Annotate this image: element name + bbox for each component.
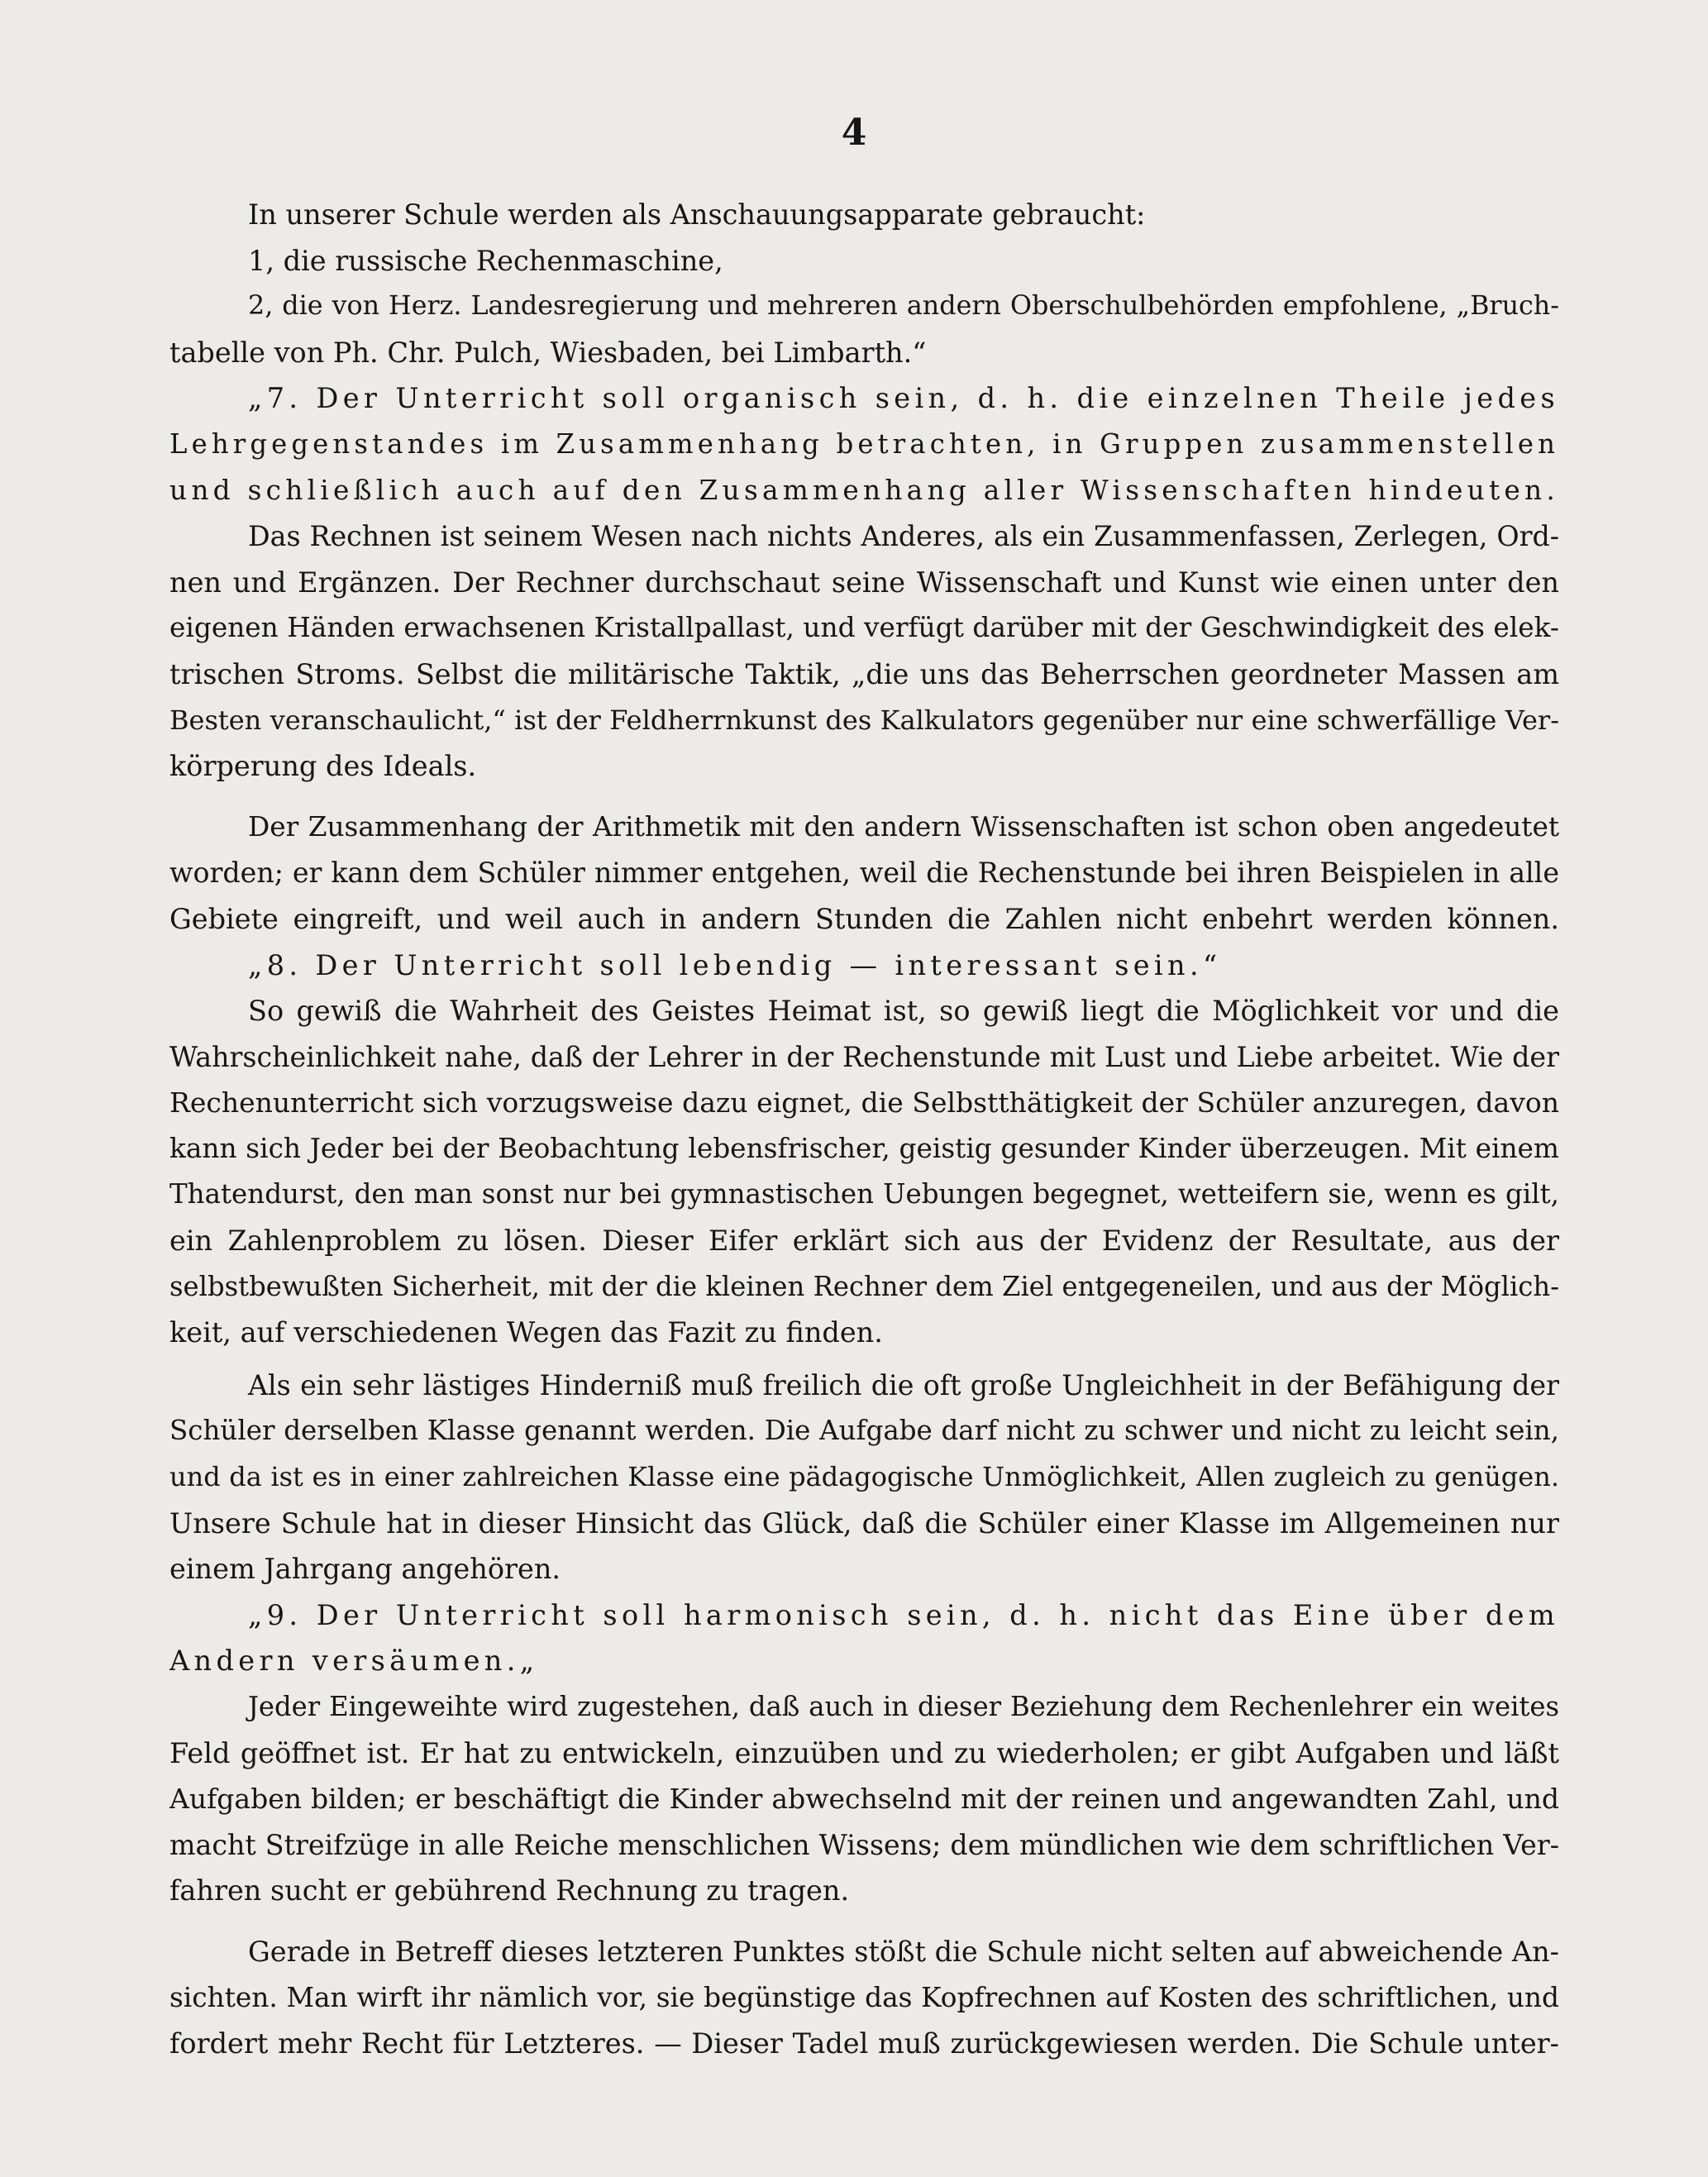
text-line: selbstbewußten Sicherheit, mit der die kleinen Rechner dem Ziel entgegeneilen, und aus der Möglich- <box>169 1270 1559 1302</box>
text-line: In unserer Schule werden als Anschauungsapparate gebraucht: <box>248 198 1146 231</box>
text-line: tabelle von Ph. Chr. Pulch, Wiesbaden, bei Limbarth.“ <box>169 336 927 369</box>
text-line: nen und Ergänzen. Der Rechner durchschaut seine Wissenschaft und Kunst wie einen unter den <box>169 566 1559 599</box>
text-line: ein Zahlenproblem zu lösen. Dieser Eifer erklärt sich aus der Evidenz der Resultate, aus der <box>169 1225 1559 1258</box>
text-line: Thatendurst, den man sonst nur bei gymnastischen Uebungen begegnet, wetteifern sie, wenn es gilt, <box>169 1178 1559 1210</box>
principle-heading: „8. Der Unterricht soll lebendig — interessant sein.“ <box>248 948 1222 981</box>
body-text <box>169 192 1559 2067</box>
principle-heading: und schließlich auch auf den Zusammenhang aller Wissenschaften hindeuten. <box>169 474 1559 506</box>
text-line: Feld geöffnet ist. Er hat zu entwickeln, einzuüben und zu wiederholen; er gibt Aufgaben und läßt <box>169 1736 1559 1769</box>
page-number: 4 <box>841 112 867 154</box>
text-line: fordert mehr Recht für Letzteres. — Dieser Tadel muß zurückgewiesen werden. Die Schule unter- <box>169 2027 1559 2060</box>
principle-heading: Andern versäumen.„ <box>169 1645 539 1678</box>
text-line: Wahrscheinlichkeit nahe, daß der Lehrer in der Rechenstunde mit Lust und Liebe arbeitet. Wie der <box>169 1040 1559 1073</box>
text-line: Schüler derselben Klasse genannt werden. Die Aufgabe darf nicht zu schwer und nicht zu leicht sein, <box>169 1415 1559 1447</box>
text-line: macht Streifzüge in alle Reiche menschlichen Wissens; dem mündlichen wie dem schriftlichen Ver- <box>169 1828 1559 1861</box>
text-line: Besten veranschaulicht,“ ist der Feldherrnkunst des Kalkulators gegenüber nur eine schwerfällige Ver- <box>169 704 1559 736</box>
principle-heading: „9. Der Unterricht soll harmonisch sein, d. h. nicht das Eine über dem <box>248 1598 1559 1631</box>
text-line: Gerade in Betreff dieses letzteren Punktes stößt die Schule nicht selten auf abweichende An- <box>248 1935 1559 1968</box>
principle-heading: „7. Der Unterricht soll organisch sein, d. h. die einzelnen Theile jedes <box>248 382 1559 415</box>
text-line: Das Rechnen ist seinem Wesen nach nichts Anderes, als ein Zusammenfassen, Zerlegen, Ord- <box>248 520 1559 553</box>
text-line: sichten. Man wirft ihr nämlich vor, sie begünstige das Kopfrechnen auf Kosten des schriftlichen, und <box>169 1981 1559 2013</box>
text-line: einem Jahrgang angehören. <box>169 1553 561 1586</box>
text-line: fahren sucht er gebührend Rechnung zu tragen. <box>169 1874 850 1907</box>
text-line: Aufgaben bilden; er beschäftigt die Kinder abwechselnd mit der reinen und angewandten Zahl, und <box>169 1783 1559 1816</box>
list-item: 2, die von Herz. Landesregierung und mehreren andern Oberschulbehörden empfohlene, „Bruch- <box>248 291 1559 322</box>
text-line: Unsere Schule hat in dieser Hinsicht das Glück, daß die Schüler einer Klasse im Allgemeinen nur <box>169 1506 1559 1540</box>
list-item: 1, die russische Rechenmaschine, <box>248 244 723 277</box>
text-line: Gebiete eingreift, und weil auch in andern Stunden die Zahlen nicht enbehrt werden können. <box>169 902 1559 935</box>
text-line: eigenen Händen erwachsenen Kristallpallast, und verfügt darüber mit der Geschwindigkeit des elek- <box>169 612 1559 644</box>
principle-heading: Lehrgegenstandes im Zusammenhang betrachten, in Gruppen zusammenstellen <box>169 427 1559 460</box>
text-line: keit, auf verschiedenen Wegen das Fazit zu finden. <box>169 1316 883 1349</box>
text-line: So gewiß die Wahrheit des Geistes Heimat ist, so gewiß liegt die Möglichkeit vor und die <box>248 995 1559 1028</box>
text-line: Der Zusammenhang der Arithmetik mit den andern Wissenschaften ist schon oben angedeutet <box>248 810 1559 843</box>
text-line: trischen Stroms. Selbst die militärische Taktik, „die uns das Beherrschen geordneter Massen am <box>169 657 1559 690</box>
text-line: worden; er kann dem Schüler nimmer entgehen, weil die Rechenstunde bei ihren Beispielen in alle <box>169 857 1559 890</box>
text-line: Rechenunterricht sich vorzugsweise dazu eignet, die Selbstthätigkeit der Schüler anzuregen, davon <box>169 1086 1559 1120</box>
text-line: und da ist es in einer zahlreichen Klasse eine pädagogische Unmöglichkeit, Allen zugleich zu genügen. <box>169 1461 1559 1493</box>
text-line: körperung des Ideals. <box>169 750 477 783</box>
text-line: kann sich Jeder bei der Beobachtung lebensfrischer, geistig gesunder Kinder überzeugen. Mit einem <box>169 1132 1559 1164</box>
text-line: Als ein sehr lästiges Hinderniß muß freilich die oft große Ungleichheit in der Befähigung der <box>248 1368 1559 1401</box>
text-line: Jeder Eingeweihte wird zugestehen, daß auch in dieser Beziehung dem Rechenlehrer ein weites <box>248 1691 1559 1722</box>
